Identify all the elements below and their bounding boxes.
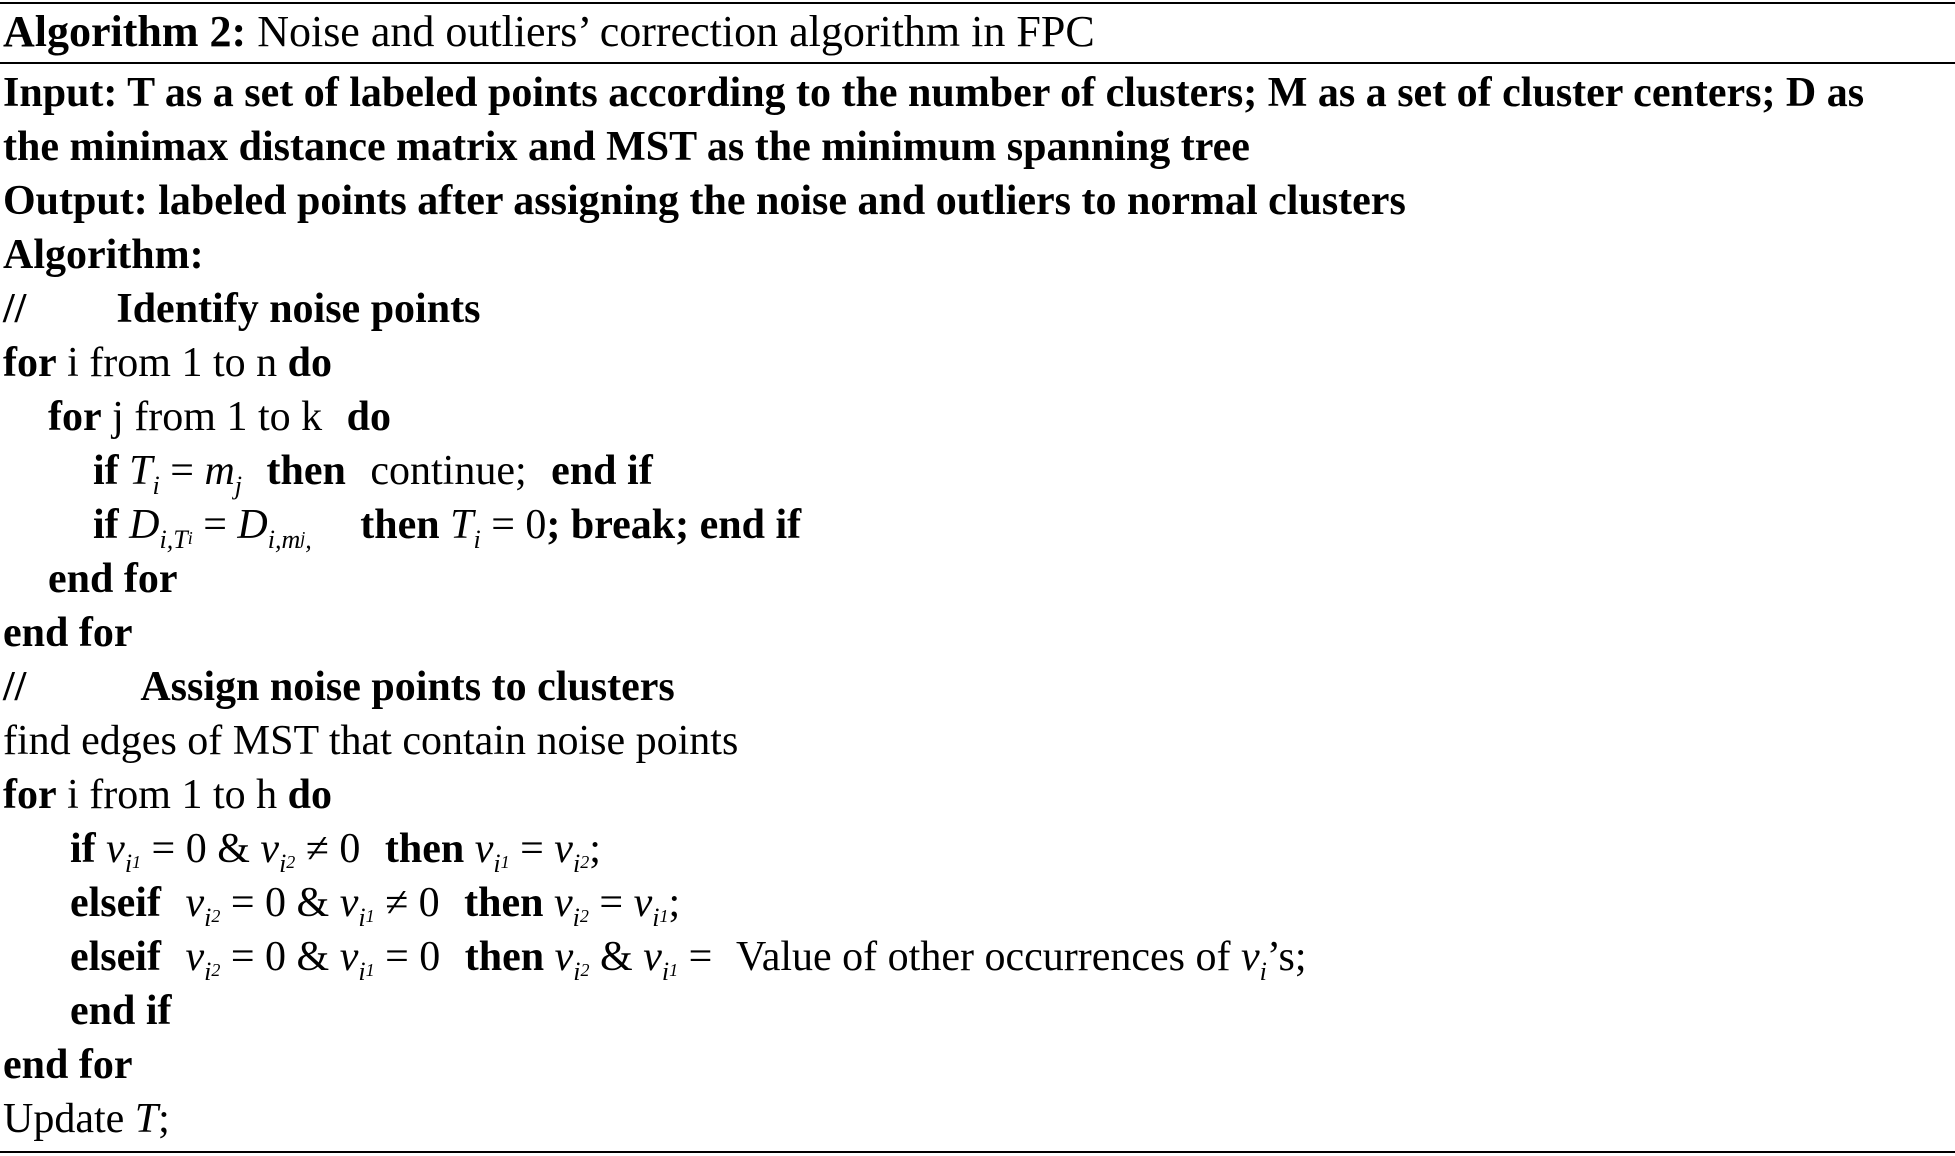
loop-range: j from 1 to k	[112, 394, 323, 440]
var-v: v	[106, 826, 125, 872]
update-line	[3, 1092, 170, 1146]
input-line-2: the minimax distance matrix and MST as the minimum spanning tree	[3, 124, 1250, 170]
keyword-if: if	[70, 826, 96, 872]
equals-sign: =	[599, 880, 624, 926]
suffix-s: ’s;	[1266, 934, 1307, 980]
comment-text: Assign noise points to clusters	[140, 664, 675, 710]
if-assign-first	[70, 822, 601, 876]
keyword-do: do	[287, 772, 332, 818]
var-v: v	[474, 826, 494, 872]
keyword-do: do	[346, 394, 391, 440]
semicolon: ;	[589, 826, 601, 872]
subsub-1: 1	[669, 960, 679, 980]
var-v: v	[554, 880, 573, 926]
keyword-elseif: elseif	[70, 934, 161, 980]
keyword-then: then	[464, 880, 544, 926]
eq-zero: = 0	[385, 934, 441, 980]
sub-i: i	[652, 903, 660, 932]
comment-marker: //	[3, 286, 27, 332]
keyword-elseif: elseif	[70, 880, 161, 926]
var-d: D	[129, 502, 160, 548]
sub-i: i	[572, 849, 581, 878]
comment-marker: //	[3, 664, 27, 710]
algorithm-title-label: Algorithm 2:	[3, 7, 247, 56]
comment-assign	[3, 660, 675, 714]
keyword-then: then	[266, 448, 346, 494]
var-v: v	[339, 934, 359, 980]
sub-j: j	[234, 471, 243, 500]
top-rule	[0, 2, 1955, 4]
for-loop-k	[48, 390, 391, 444]
output-line: Output: labeled points after assigning the noise and outliers to normal clusters	[3, 178, 1406, 224]
algorithm-title	[3, 6, 1095, 58]
sub-i: i	[152, 471, 160, 500]
var-v: v	[1240, 934, 1260, 980]
sub-i-m: i,m	[267, 525, 301, 554]
neq-zero: ≠ 0	[305, 826, 361, 872]
sub-i: i	[573, 957, 581, 986]
var-t: T	[129, 448, 153, 494]
sub-i: i	[1259, 957, 1267, 986]
var-v: v	[554, 934, 574, 980]
eq-zero-amp: = 0 &	[230, 934, 330, 980]
var-v: v	[633, 880, 653, 926]
sub-i: i	[358, 957, 366, 986]
keyword-if: if	[93, 502, 119, 548]
keyword-for: for	[3, 772, 57, 818]
loop-range: i from 1 to h	[67, 772, 278, 818]
sub-i: i	[661, 957, 670, 986]
semicolon: ;	[668, 880, 681, 926]
sub-i: i	[204, 957, 212, 986]
equals-sign: =	[520, 826, 544, 872]
bottom-rule	[0, 1151, 1955, 1153]
subsub-1: 1	[365, 960, 375, 980]
comment-identify	[3, 282, 480, 336]
eq-zero-amp: = 0 &	[151, 826, 250, 872]
subsub-1: 1	[365, 906, 375, 926]
for-loop-h	[3, 768, 332, 822]
algorithm-label: Algorithm:	[3, 232, 204, 278]
keyword-for: for	[3, 340, 57, 386]
comment-text: Identify noise points	[116, 286, 481, 332]
assign-zero: = 0	[491, 502, 547, 548]
equals-sign: =	[688, 934, 713, 980]
semicolon: ;	[158, 1096, 170, 1142]
subsub-2: 2	[579, 906, 589, 926]
ampersand: &	[600, 934, 633, 980]
subsub-2: 2	[580, 960, 590, 980]
action-continue: continue;	[370, 448, 527, 494]
equals-sign: =	[170, 448, 194, 494]
keyword-then: then	[464, 934, 545, 980]
keyword-then: then	[384, 826, 465, 872]
if-distance-check	[93, 498, 801, 552]
algorithm-title-text: Noise and outliers’ correction algorithm in FPC	[257, 7, 1095, 56]
var-v: v	[260, 826, 280, 872]
var-m: m	[204, 448, 235, 494]
subsub-2: 2	[286, 852, 296, 872]
end-for-final: end for	[3, 1042, 133, 1088]
var-v: v	[185, 880, 205, 926]
for-loop-n	[3, 336, 332, 390]
var-t: T	[450, 502, 474, 548]
value-text: Value of other occurrences of	[736, 934, 1231, 980]
subsub-2: 2	[211, 960, 221, 980]
keyword-for: for	[48, 394, 102, 440]
update-word: Update	[3, 1096, 125, 1142]
end-if: end if	[70, 988, 172, 1034]
subsub-2: 2	[211, 906, 221, 926]
sub-i: i	[493, 849, 501, 878]
subsub-1: 1	[659, 906, 669, 926]
if-center-check	[93, 444, 653, 498]
subsub-1: 1	[500, 852, 510, 872]
var-t: T	[134, 1096, 159, 1142]
keyword-end-if: end if	[551, 448, 653, 494]
subsub-1: 1	[132, 852, 142, 872]
eq-zero-amp: = 0 &	[230, 880, 330, 926]
elseif-assign-second	[70, 876, 680, 930]
sub-i: i	[124, 849, 133, 878]
sub-i: i	[358, 903, 366, 932]
break-end-if: ; break; end if	[546, 502, 802, 548]
var-v: v	[643, 934, 662, 980]
title-rule	[0, 62, 1955, 64]
var-v: v	[339, 880, 359, 926]
input-line-1: Input: T as a set of labeled points according to the number of clusters; M as a set of cluster centers; D as	[3, 70, 1865, 116]
loop-range: i from 1 to n	[67, 340, 278, 386]
var-v: v	[185, 934, 205, 980]
equals-sign: =	[203, 502, 227, 548]
find-edges-line: find edges of MST that contain noise points	[3, 718, 739, 764]
end-for-inner: end for	[48, 556, 178, 602]
elseif-assign-both	[70, 930, 1307, 984]
sub-i: i	[473, 525, 481, 554]
sub-i: i	[279, 849, 287, 878]
sub-i: i	[204, 903, 212, 932]
subsub-i: i	[187, 528, 193, 548]
sub-comma: ,	[305, 525, 312, 554]
sub-i: i	[572, 903, 580, 932]
neq-zero: ≠ 0	[385, 880, 440, 926]
var-d: D	[237, 502, 268, 548]
keyword-then: then	[360, 502, 440, 548]
var-v: v	[554, 826, 573, 872]
subsub-2: 2	[580, 852, 590, 872]
sub-i-t: i,T	[159, 525, 188, 554]
keyword-do: do	[287, 340, 332, 386]
subsub-j: j	[300, 528, 306, 548]
keyword-if: if	[93, 448, 119, 494]
end-for-outer: end for	[3, 610, 133, 656]
